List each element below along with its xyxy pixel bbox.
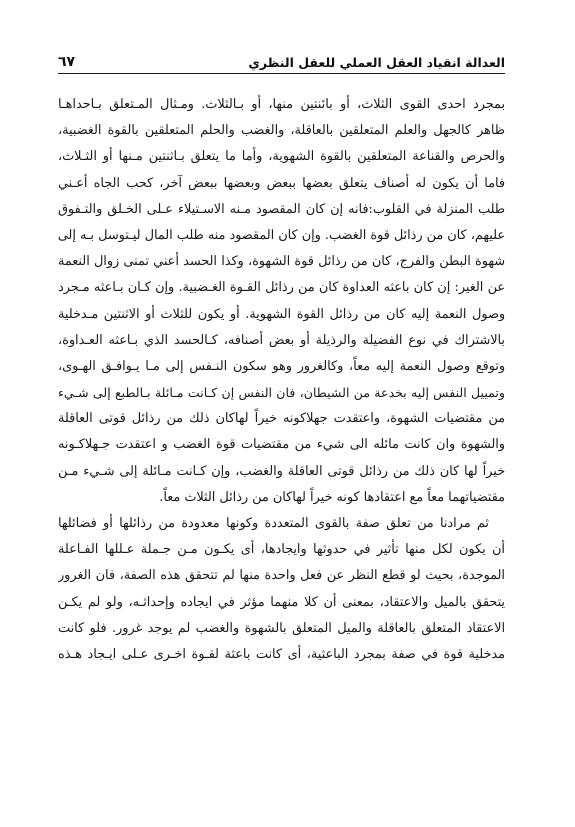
header-rule (58, 73, 505, 74)
paragraph-2 (58, 511, 505, 668)
text-line: بمجرد احدى القوى الثلاث، أو بائنتين منها، أو بـالثلاث. ومـثال المـتعلق بـاحداهـا (58, 97, 505, 112)
text-line: بالاشتراك في نوع الفضيلة والرذيلة أو بعض أصنافه، كـالحسد الذي بـاعثه العـداوة، (58, 332, 505, 348)
text-line: من مقتضيات الشهوة، واعتقدت جهلاكونه خيراً لهاكان ذلك من رذائل قوتى العاقلة (58, 411, 505, 427)
text-line: وتمييل النفس إليه بخدعة من الشيطان، فان النفس إن كـانت مـائلة بـالطبع إلى شـيء (58, 385, 505, 401)
text-line: يتحقق بالميل والاعتقاد، بمعنى أن كلا منهما مؤثر في ايجاده وإحداثـه، ولو لم يكـن (58, 594, 505, 610)
text-line: أن يكون لكل منها تأثير في حدوثها وايجادها، أى يكـون مـن جـملة عـللها الفـاعلة (58, 542, 505, 558)
text-line: فاما أن يكون له أصناف يتعلق بعضها ببعض وبعضها ببعض آخر، كحب الجاه أعـني (58, 175, 505, 191)
paragraph-1 (58, 92, 505, 511)
text-line: والحرص والقناعة المتعلقين بالقوة الشهوية، وأما ما يتعلق بـاثنتين مـنها أو الثـلاث، (58, 149, 505, 165)
text-line: مقتضياتهما معاً مع اعتقادها كونه خيراً لهاكان من رذائل الثلاث معاً. (159, 489, 505, 505)
text-line: مدخلية قوة في صفة بمجرد الباعثية، أى كانت باعثة لقـوة اخـرى عـلى ايـجاد هـذه (58, 646, 505, 662)
text-line: ثم مرادنا من تعلق صفة بالقوى المتعددة وكونها معدودة من رذائلها أو فضائلها (58, 516, 489, 531)
text-line: الاعتقاد المتعلق بالعاقلة والميل المتعلق بالشهوة والغضب لم يوجد غرور. فلو كانت (58, 620, 505, 636)
page-number: ٦٧ (58, 54, 76, 70)
text-line: الموجدة، بحيث لو قطع النظر عن فعل واحدة منها لم تتحقق هذه الصفة، فان الغرور (58, 568, 505, 584)
text-line: عن الغير: إن كان باعثه العداوة كان من رذائل القـوة الغـضبية. وإن كـان بـاعثه مـجرد (58, 280, 505, 296)
text-line: عليهم، كان من رذائل قوة الغضب. وإن كان المقصود منه طلب المال ليـتوسل بـه إلى (58, 227, 505, 243)
body-text (58, 92, 505, 668)
text-line: طلب المنزلة في القلوب:فانه إن كان المقصود مـنه الاسـتيلاء عـلى الخـلق والتـفوق (58, 201, 505, 217)
text-line: وتوقع وصول النعمة إليه معاً، وكالغرور وهو سكون النـفس إلى مـا يـوافـق الهـوى، (58, 358, 505, 374)
text-line: وصول النعمة إليه كان من رذائل القوة الشهوية. أو يكون للثلاث أو الاثنتين مـدخلية (58, 306, 505, 322)
running-header-title: العدالة انقياد العقل العملي للعقل النظري (248, 55, 505, 70)
text-line: ظاهر كالجهل والعلم المتعلقين بالعاقلة، والغضب والحلم المتعلقين بالقوة الغضبية، (58, 123, 505, 139)
running-header (58, 44, 505, 70)
text-line: شهوة البطن والفرج، كان من رذائل قوة الشهوة، وكذا الحسد أعني تمنى زوال النعمة (58, 254, 505, 270)
text-line: والشهوة وان كانت مائله الى شيء من مقتضيات قوة الغضب و اعتقدت جـهلاكـونه (58, 437, 505, 453)
text-line: خيراً لها كان ذلك من رذائل قوتى العاقلة والغضب، وإن كـانت مـائلة إلى شـيء مـن (58, 463, 505, 479)
